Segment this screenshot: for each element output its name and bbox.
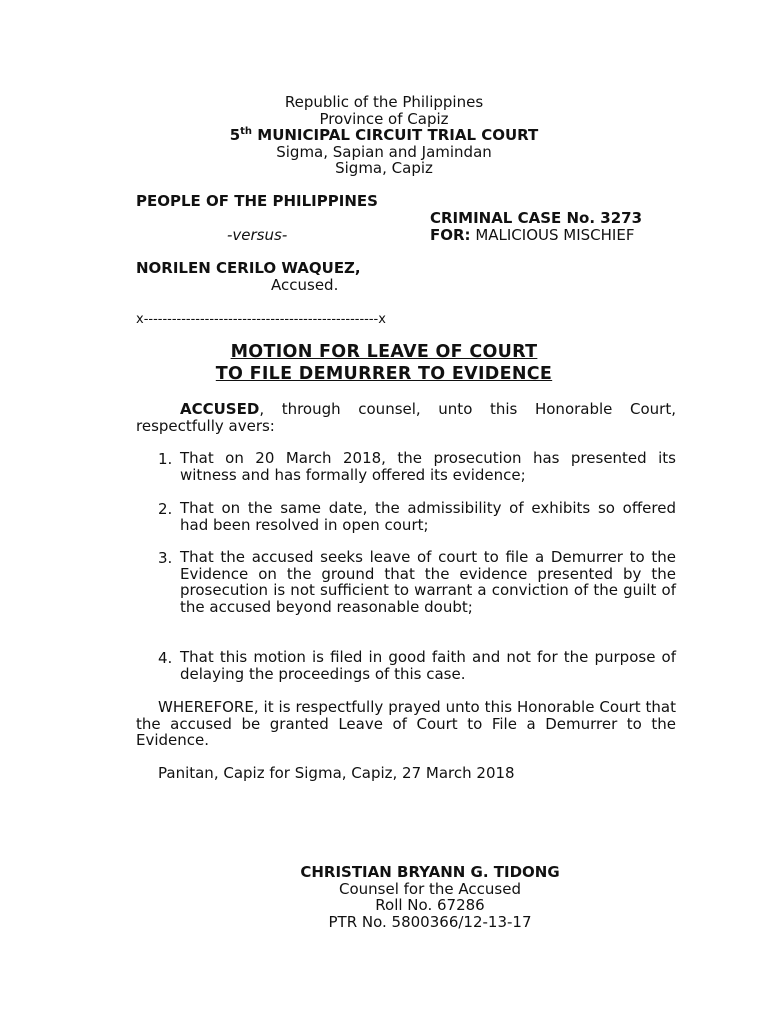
list-text: That on the same date, the admissibility of exhibits so offered had been resolved in open court;: [180, 499, 676, 534]
motion-title-line2: TO FILE DEMURRER TO EVIDENCE: [215, 364, 553, 384]
versus-label: -versus-: [227, 226, 288, 244]
header-province: Province of Capiz: [319, 109, 449, 128]
court-name-text: MUNICIPAL CIRCUIT TRIAL COURT: [252, 126, 539, 144]
roll-number: Roll No. 67286: [375, 896, 485, 914]
court-header: [0, 94, 768, 177]
accused-name: NORILEN CERILO WAQUEZ,: [136, 259, 361, 277]
signature-block: [220, 864, 640, 930]
counsel-role: Counsel for the Accused: [339, 879, 521, 898]
list-item-3: [158, 549, 676, 615]
for-label: FOR:: [430, 226, 471, 244]
ptr-number: PTR No. 5800366/12-13-17: [328, 912, 532, 931]
list-item-2: [158, 500, 676, 533]
intro-accused: ACCUSED: [180, 400, 260, 418]
intro-paragraph: [136, 401, 676, 434]
header-court-name: [0, 127, 768, 144]
court-ordinal-suffix: th: [240, 126, 253, 137]
intro-text: , through counsel, unto this Honorable Court, respectfully avers:: [136, 400, 676, 435]
list-number: 4.: [158, 649, 173, 667]
offense-name: MALICIOUS MISCHIEF: [470, 226, 635, 244]
header-location: Sigma, Capiz: [335, 159, 433, 177]
caption-separator: x--------------------------------------------------x: [136, 312, 386, 327]
case-offense: [430, 227, 634, 244]
list-number: 3.: [158, 549, 173, 567]
list-number: 2.: [158, 500, 173, 518]
list-number: 1.: [158, 450, 173, 468]
header-republic: Republic of the Philippines: [284, 93, 484, 111]
list-text: That this motion is filed in good faith and not for the purpose of delaying the proceedings of this case.: [180, 648, 676, 683]
case-number: CRIMINAL CASE No. 3273: [430, 209, 643, 227]
court-ordinal: 5: [229, 126, 241, 144]
list-text: That the accused seeks leave of court to file a Demurrer to the Evidence on the ground that the evidence presented by the prosecution is not sufficient to warrant a conviction of the guilt of the accused beyond reasonable doubt;: [180, 548, 676, 616]
motion-title-line1: MOTION FOR LEAVE OF COURT: [230, 342, 538, 362]
accused-label: Accused.: [271, 276, 339, 294]
list-item-4: [158, 649, 676, 682]
prayer-paragraph: WHEREFORE, it is respectfully prayed unto this Honorable Court that the accused be granted Leave of Court to File a Demurrer to the Evidence.: [136, 698, 676, 749]
header-jurisdiction: Sigma, Sapian and Jamindan: [276, 142, 492, 161]
plaintiff-name: PEOPLE OF THE PHILIPPINES: [136, 192, 378, 210]
list-text: That on 20 March 2018, the prosecution has presented its witness and has formally offered its evidence;: [180, 449, 676, 484]
list-item-1: [158, 450, 676, 483]
counsel-name: CHRISTIAN BRYANN G. TIDONG: [300, 863, 560, 881]
place-date: Panitan, Capiz for Sigma, Capiz, 27 March 2018: [158, 764, 515, 782]
